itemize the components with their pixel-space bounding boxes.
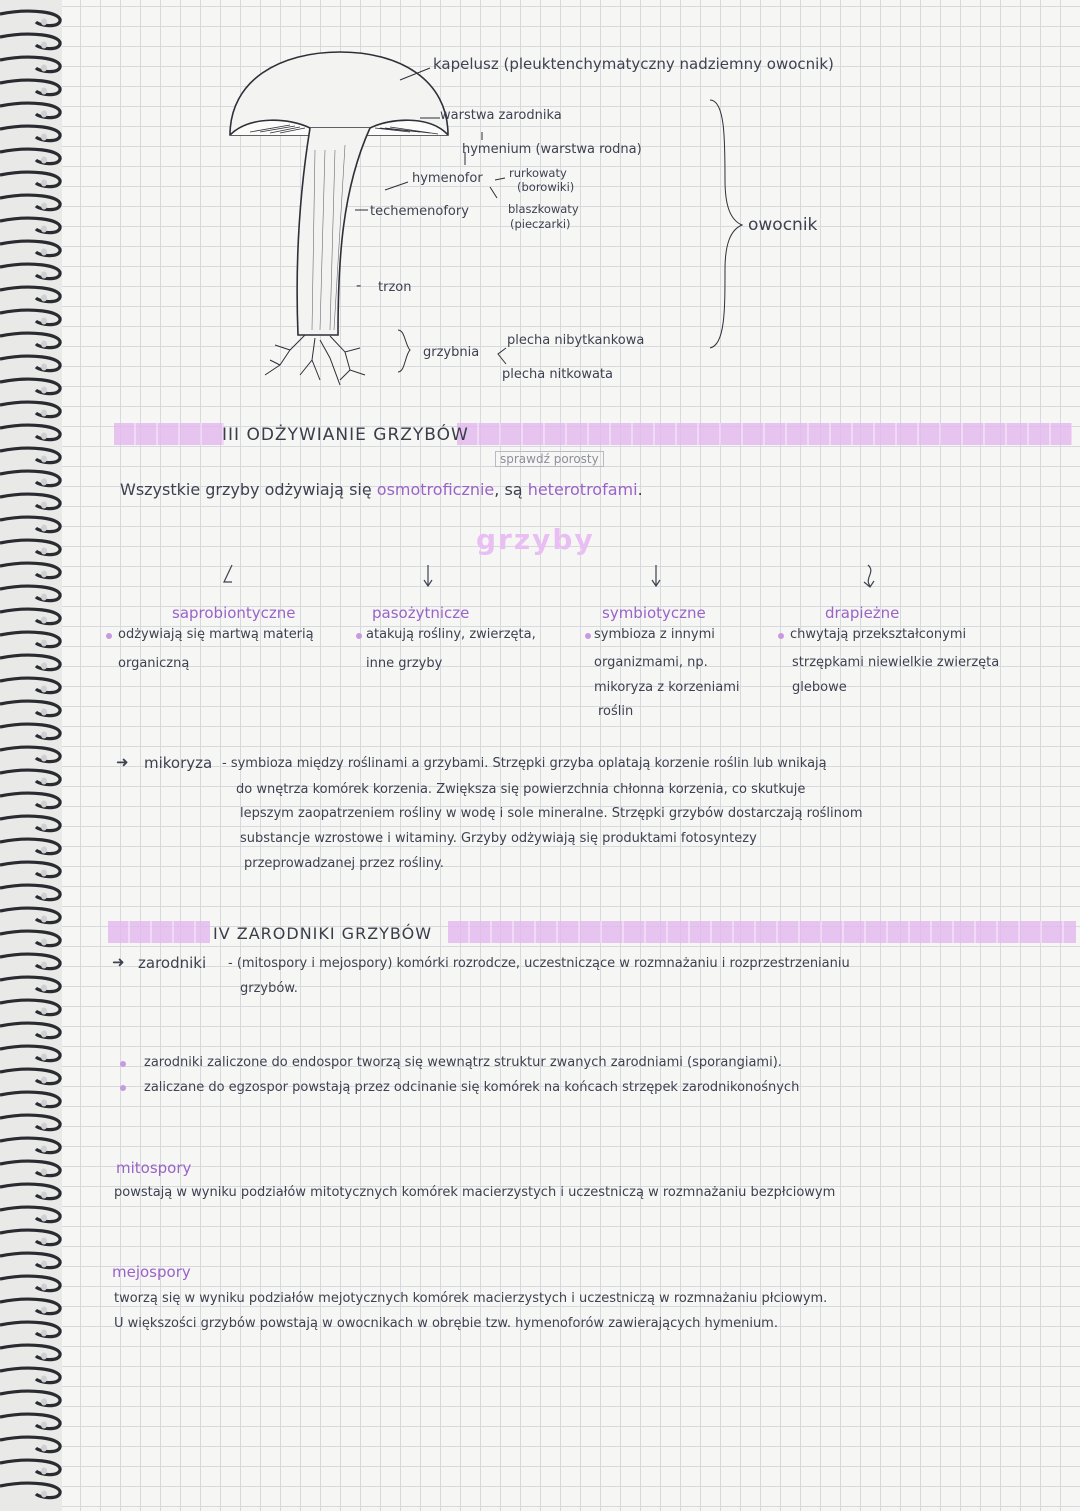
- highlight-right-3: [457, 423, 1072, 445]
- spiral-ring: [0, 770, 60, 784]
- spiral-ring: [0, 977, 60, 991]
- spiral-ring: [0, 862, 60, 876]
- mejospory-line-2: U większości grzybów powstają w owocnikach w obrębie tzw. hymenoforów zawierających hymenium.: [114, 1316, 778, 1331]
- mikoryza-label: mikoryza: [144, 754, 213, 772]
- spiral-ring: [0, 1092, 60, 1106]
- spiral-ring: [0, 678, 60, 692]
- desc-drapiezne-3: glebowe: [792, 680, 847, 695]
- spiral-hole: [41, 617, 47, 624]
- spiral-ring: [0, 793, 60, 807]
- spiral-hole: [41, 1077, 47, 1084]
- spiral-hole: [41, 1353, 47, 1360]
- label-hymenofor: hymenofor: [412, 171, 483, 186]
- spiral-ring: [0, 494, 60, 508]
- spiral-hole: [41, 456, 47, 463]
- spiral-hole: [41, 1399, 47, 1406]
- label-borowiki: (borowiki): [517, 180, 575, 194]
- spiral-ring: [0, 1115, 60, 1129]
- spiral-hole: [41, 1284, 47, 1291]
- label-blaszkowaty: blaszkowaty: [508, 202, 579, 216]
- spiral-hole: [41, 755, 47, 762]
- label-owocnik: owocnik: [748, 215, 818, 235]
- mikoryza-line-2: do wnętrza komórek korzenia. Zwiększa się powierzchnia chłonna korzenia, co skutkuje: [236, 782, 806, 797]
- intro-osmotroficznie: osmotroficznie: [376, 480, 495, 499]
- zarodniki-line-2: grzybów.: [240, 981, 298, 996]
- label-hymenium: hymenium (warstwa rodna): [462, 142, 642, 157]
- highlight-left-3: [114, 423, 224, 445]
- spiral-ring: [0, 632, 60, 646]
- spiral-hole: [41, 1468, 47, 1475]
- spiral-ring: [0, 1276, 60, 1290]
- label-warstwa: warstwa zarodnika: [440, 108, 562, 123]
- spiral-ring: [0, 540, 60, 554]
- spiral-hole: [41, 1330, 47, 1337]
- spiral-ring: [0, 747, 60, 761]
- bullet-pasozytnicze: [356, 633, 362, 639]
- spiral-ring: [0, 1207, 60, 1221]
- spiral-ring: [0, 1023, 60, 1037]
- desc-saprobiontyczne-2: organiczną: [118, 656, 190, 671]
- spiral-ring: [0, 1230, 60, 1244]
- label-pieczarki: (pieczarki): [510, 217, 571, 231]
- spiral-hole: [41, 1215, 47, 1222]
- grzyby-center-word: grzyby: [476, 523, 595, 556]
- spiral-hole: [41, 1261, 47, 1268]
- spiral-ring: [0, 425, 60, 439]
- egzospory-text: zaliczane do egzospor powstają przez odcinanie się komórek na końcach strzępek zarodnikonośnych: [144, 1080, 800, 1095]
- endospory-text: zarodniki zaliczone do endospor tworzą się wewnątrz struktur zwanych zarodniami (sporangiami).: [144, 1055, 782, 1070]
- spiral-hole: [41, 824, 47, 831]
- note-sprawdz-porosty: sprawdź porosty: [495, 451, 604, 467]
- spiral-ring: [0, 609, 60, 623]
- branch-arrows: [0, 560, 1080, 600]
- spiral-hole: [41, 778, 47, 785]
- spiral-hole: [41, 1422, 47, 1429]
- highlight-right-4: [448, 921, 1076, 943]
- trzon-dash: -: [356, 276, 362, 294]
- mejospory-label: mejospory: [112, 1263, 191, 1281]
- bullet-saprobiontyczne: [106, 633, 112, 639]
- intro-heterotrofami: heterotrofami: [527, 480, 638, 499]
- mikoryza-line-5: przeprowadzanej przez rośliny.: [244, 856, 444, 871]
- spiral-ring: [0, 1437, 60, 1451]
- type-drapiezne: drapieżne: [825, 604, 900, 622]
- spiral-ring: [0, 1138, 60, 1152]
- bullet-endospory: [120, 1061, 126, 1067]
- spiral-hole: [41, 433, 47, 440]
- desc-symbiotyczne-1: symbioza z innymi: [594, 627, 715, 642]
- section-3-title: III ODŻYWIANIE GRZYBÓW: [222, 425, 469, 445]
- spiral-hole: [41, 732, 47, 739]
- spiral-hole: [41, 1054, 47, 1061]
- desc-pasozytnicze-1: atakują rośliny, zwierzęta,: [366, 627, 536, 642]
- spiral-ring: [0, 1322, 60, 1336]
- intro-sentence: [120, 480, 643, 499]
- spiral-hole: [41, 847, 47, 854]
- spiral-ring: [0, 448, 60, 462]
- spiral-ring: [0, 1460, 60, 1474]
- type-symbiotyczne: symbiotyczne: [602, 604, 706, 622]
- intro-part-e: .: [637, 480, 643, 499]
- spiral-hole: [41, 525, 47, 532]
- spiral-ring: [0, 1069, 60, 1083]
- intro-part-a: Wszystkie grzyby odżywiają się: [120, 480, 377, 499]
- bullet-drapiezne: [778, 633, 784, 639]
- spiral-ring: [0, 1161, 60, 1175]
- spiral-hole: [41, 1192, 47, 1199]
- highlight-left-4: [108, 921, 210, 943]
- spiral-hole: [41, 502, 47, 509]
- bullet-symbiotyczne: [585, 633, 591, 639]
- spiral-hole: [41, 870, 47, 877]
- spiral-ring: [0, 1483, 60, 1497]
- spiral-hole: [41, 893, 47, 900]
- spiral-hole: [41, 985, 47, 992]
- spiral-hole: [41, 640, 47, 647]
- spiral-ring: [0, 1046, 60, 1060]
- bullet-egzospory: [120, 1085, 126, 1091]
- spiral-hole: [41, 1376, 47, 1383]
- spiral-hole: [41, 1445, 47, 1452]
- label-plecha-nibytkankowa: plecha nibytkankowa: [507, 333, 645, 348]
- spiral-hole: [41, 663, 47, 670]
- spiral-hole: [41, 1031, 47, 1038]
- spiral-hole: [41, 801, 47, 808]
- desc-symbiotyczne-3: mikoryza z korzeniami: [594, 680, 740, 695]
- spiral-ring: [0, 1345, 60, 1359]
- desc-pasozytnicze-2: inne grzyby: [366, 656, 443, 671]
- spiral-hole: [41, 1307, 47, 1314]
- spiral-hole: [41, 479, 47, 486]
- spiral-hole: [41, 709, 47, 716]
- spiral-ring: [0, 724, 60, 738]
- zarodniki-line-1: - (mitospory i mejospory) komórki rozrodcze, uczestniczące w rozmnażaniu i rozprzestrzenianiu: [228, 956, 850, 971]
- label-trzon: trzon: [378, 280, 412, 295]
- spiral-hole: [41, 939, 47, 946]
- desc-drapiezne-2: strzępkami niewielkie zwierzęta: [792, 655, 1000, 670]
- spiral-ring: [0, 816, 60, 830]
- spiral-ring: [0, 701, 60, 715]
- type-saprobiontyczne: saprobiontyczne: [172, 604, 296, 622]
- spiral-ring: [0, 1414, 60, 1428]
- spiral-ring: [0, 655, 60, 669]
- spiral-hole: [41, 1238, 47, 1245]
- spiral-ring: [0, 1253, 60, 1267]
- spiral-hole: [41, 1169, 47, 1176]
- spiral-hole: [41, 1146, 47, 1153]
- spiral-hole: [41, 1123, 47, 1130]
- label-grzybnia: grzybnia: [423, 345, 480, 360]
- desc-symbiotyczne-4: roślin: [598, 704, 634, 719]
- label-kapelusz: kapelusz (pleuktenchymatyczny nadziemny owocnik): [433, 55, 834, 73]
- spiral-hole: [41, 1008, 47, 1015]
- section-4-title: IV ZARODNIKI GRZYBÓW: [213, 924, 433, 943]
- label-techemenofory: techemenofory: [370, 204, 469, 219]
- zarodniki-label: zarodniki: [138, 954, 207, 972]
- spiral-ring: [0, 471, 60, 485]
- mikoryza-line-1: - symbioza między roślinami a grzybami. Strzępki grzyba oplatają korzenie roślin lub wnikają: [222, 756, 827, 771]
- label-plecha-nitkowata: plecha nitkowata: [502, 367, 613, 382]
- spiral-hole: [41, 686, 47, 693]
- zarodniki-arrow: ➜: [112, 953, 125, 971]
- mejospory-line-1: tworzą się w wyniku podziałów mejotycznych komórek macierzystych i uczestniczą w rozmnażaniu płciowym.: [114, 1291, 828, 1306]
- spiral-hole: [41, 1100, 47, 1107]
- spiral-ring: [0, 1368, 60, 1382]
- spiral-ring: [0, 1000, 60, 1014]
- spiral-ring: [0, 885, 60, 899]
- spiral-ring: [0, 908, 60, 922]
- spiral-ring: [0, 517, 60, 531]
- mikoryza-line-4: substancje wzrostowe i witaminy. Grzyby odżywiają się produktami fotosyntezy: [240, 831, 757, 846]
- spiral-ring: [0, 1299, 60, 1313]
- intro-part-c: , są: [494, 480, 528, 499]
- spiral-hole: [41, 916, 47, 923]
- type-pasozytnicze: pasożytnicze: [372, 604, 470, 622]
- spiral-hole: [41, 548, 47, 555]
- spiral-ring: [0, 954, 60, 968]
- desc-saprobiontyczne-1: odżywiają się martwą materią: [118, 627, 314, 642]
- mikoryza-arrow: ➜: [116, 753, 129, 771]
- spiral-ring: [0, 1184, 60, 1198]
- mitospory-text: powstają w wyniku podziałów mitotycznych komórek macierzystych i uczestniczą w rozmnażaniu bezpłciowym: [114, 1185, 836, 1200]
- mitospory-label: mitospory: [116, 1159, 192, 1177]
- spiral-ring: [0, 931, 60, 945]
- spiral-hole: [41, 1491, 47, 1498]
- spiral-ring: [0, 1391, 60, 1405]
- desc-drapiezne-1: chwytają przekształconymi: [790, 627, 967, 642]
- desc-symbiotyczne-2: organizmami, np.: [594, 655, 708, 670]
- spiral-hole: [41, 962, 47, 969]
- mikoryza-line-3: lepszym zaopatrzeniem rośliny w wodę i sole mineralne. Strzępki grzybów dostarczają roślinom: [240, 806, 863, 821]
- spiral-ring: [0, 839, 60, 853]
- label-rurkowaty: rurkowaty: [509, 166, 567, 180]
